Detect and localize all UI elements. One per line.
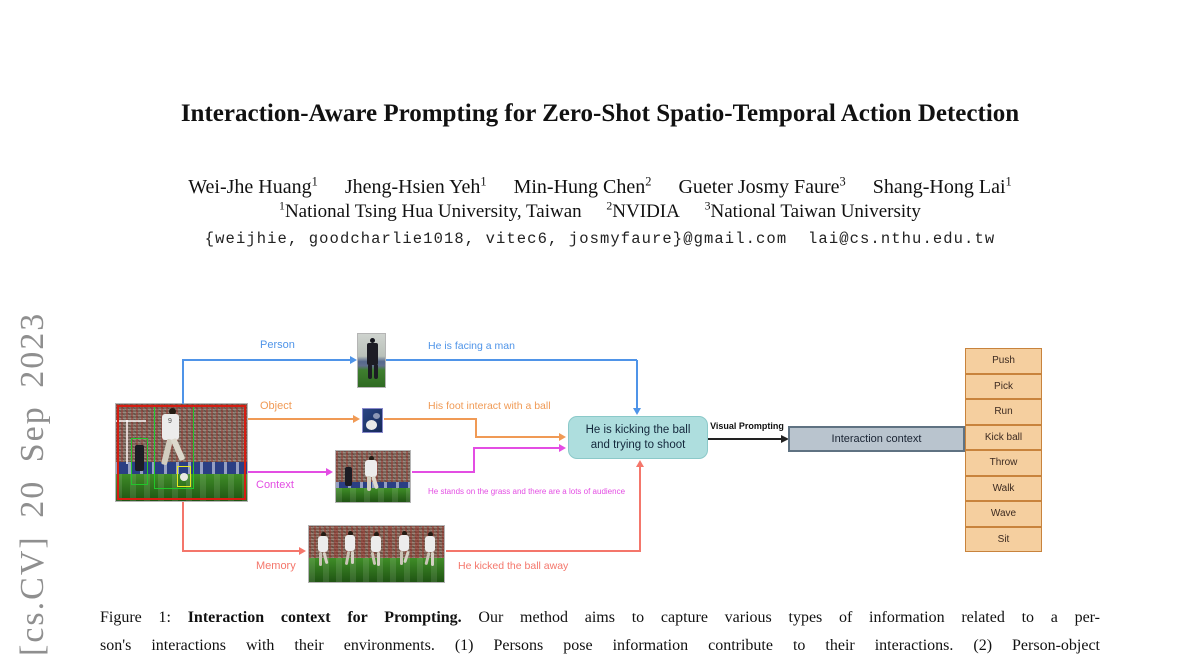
memory-arrow-segment <box>182 550 300 552</box>
ball <box>366 420 377 430</box>
memory-arrow-segment <box>182 502 184 552</box>
arxiv-stamp: [cs.CV] 20 Sep 2023 <box>14 311 51 656</box>
summary-line2: and trying to shoot <box>590 438 686 451</box>
action-list <box>965 348 1042 552</box>
object-crop-image <box>362 408 383 433</box>
summary-box <box>568 416 708 459</box>
branch-label-person: Person <box>260 339 295 351</box>
author-superscript: 3 <box>839 174 846 189</box>
frame-bbox <box>117 405 246 500</box>
action-item: Push <box>965 348 1042 374</box>
memory-frame <box>390 526 417 582</box>
person-arrow-segment <box>182 360 184 404</box>
figure-caption <box>100 604 1100 660</box>
action-item: Throw <box>965 450 1042 476</box>
author-superscript: 1 <box>480 174 487 189</box>
memory-arrow-segment <box>639 466 641 552</box>
context-crop-image <box>335 450 411 503</box>
memory-frame <box>336 526 363 582</box>
memory-arrowhead <box>636 460 644 467</box>
action-item: Pick <box>965 374 1042 400</box>
context-arrow-segment <box>248 471 327 473</box>
person-arrow-segment <box>636 360 638 408</box>
branch-caption-person: He is facing a man <box>428 340 515 352</box>
author: Min-Hung Chen$^2$ <box>513 174 652 198</box>
action-item: Sit <box>965 527 1042 553</box>
author-superscript: 1 <box>1005 174 1012 189</box>
action-item: Walk <box>965 476 1042 502</box>
visual-prompting-label: Visual Prompting <box>710 421 784 431</box>
object-arrow-segment <box>475 418 477 438</box>
affiliation: $^3$National Taiwan University <box>704 199 921 222</box>
memory-frame <box>363 526 390 582</box>
object-arrow-segment <box>475 436 560 438</box>
context-arrow-segment <box>473 447 560 449</box>
caption-bold-title: Interaction context for Prompting. <box>187 609 462 626</box>
affiliation: $^1$National Tsing Hua University, Taiwan <box>279 199 582 222</box>
author-superscript: 1 <box>311 174 318 189</box>
jersey-number: 9 <box>168 418 172 425</box>
branch-label-context: Context <box>256 479 294 491</box>
interaction-context-box: Interaction context <box>788 426 965 452</box>
context-arrowhead <box>326 468 333 476</box>
person-arrowhead <box>350 356 357 364</box>
object-arrow-segment <box>248 418 354 420</box>
person-arrow-segment <box>182 359 351 361</box>
caption-line-1: Figure 1: Interaction context for Prompting. Our method aims to capture various types of information related to a per- <box>100 609 1101 626</box>
memory-frame <box>309 526 336 582</box>
context-arrow-segment <box>473 448 475 473</box>
caption-line-2: son's interactions with their environments. (1) Persons pose information contribute to their interactions. (2) Person-object <box>100 637 1100 654</box>
affiliation: $^2$NVIDIA <box>606 199 680 222</box>
person-arrow-segment <box>386 359 637 361</box>
object-arrowhead <box>353 415 360 423</box>
context-arrow-segment <box>412 471 475 473</box>
branch-label-memory: Memory <box>256 560 296 572</box>
branch-label-object: Object <box>260 400 292 412</box>
branch-caption-object: His foot interact with a ball <box>428 400 551 412</box>
object-arrow-segment <box>384 418 477 420</box>
memory-arrowhead <box>299 547 306 555</box>
source-frame-image <box>115 403 248 502</box>
affiliations-line <box>100 201 1100 223</box>
action-item: Wave <box>965 501 1042 527</box>
author: Gueter Josmy Faure$^3$ <box>678 174 846 198</box>
paper-title: Interaction-Aware Prompting for Zero-Shot Spatio-Temporal Action Detection <box>180 100 1020 127</box>
visual-prompting-arrow <box>708 438 783 440</box>
author: Jheng-Hsien Yeh$^1$ <box>344 174 487 198</box>
memory-frame <box>417 526 444 582</box>
person-arrowhead <box>633 408 641 415</box>
person-crop-image <box>357 333 386 388</box>
emails-line: {weijhie, goodcharlie1018, vitec6, josmyfaure}@gmail.com lai@cs.nthu.edu.tw <box>204 230 996 248</box>
author: Shang-Hong Lai$^1$ <box>872 174 1012 198</box>
summary-line1: He is kicking the ball <box>585 424 691 437</box>
memory-frames-image <box>308 525 445 583</box>
memory-arrow-segment <box>446 550 641 552</box>
branch-caption-context: He stands on the grass and there are a lots of audience <box>428 487 626 496</box>
action-item-highlighted: Kick ball <box>965 425 1042 451</box>
branch-caption-memory: He kicked the ball away <box>458 560 569 572</box>
context-arrowhead <box>559 444 566 452</box>
action-item: Run <box>965 399 1042 425</box>
authors-line <box>70 176 1130 199</box>
author: Wei-Jhe Huang$^1$ <box>188 174 318 198</box>
author-superscript: 2 <box>645 174 652 189</box>
object-arrowhead <box>559 433 566 441</box>
